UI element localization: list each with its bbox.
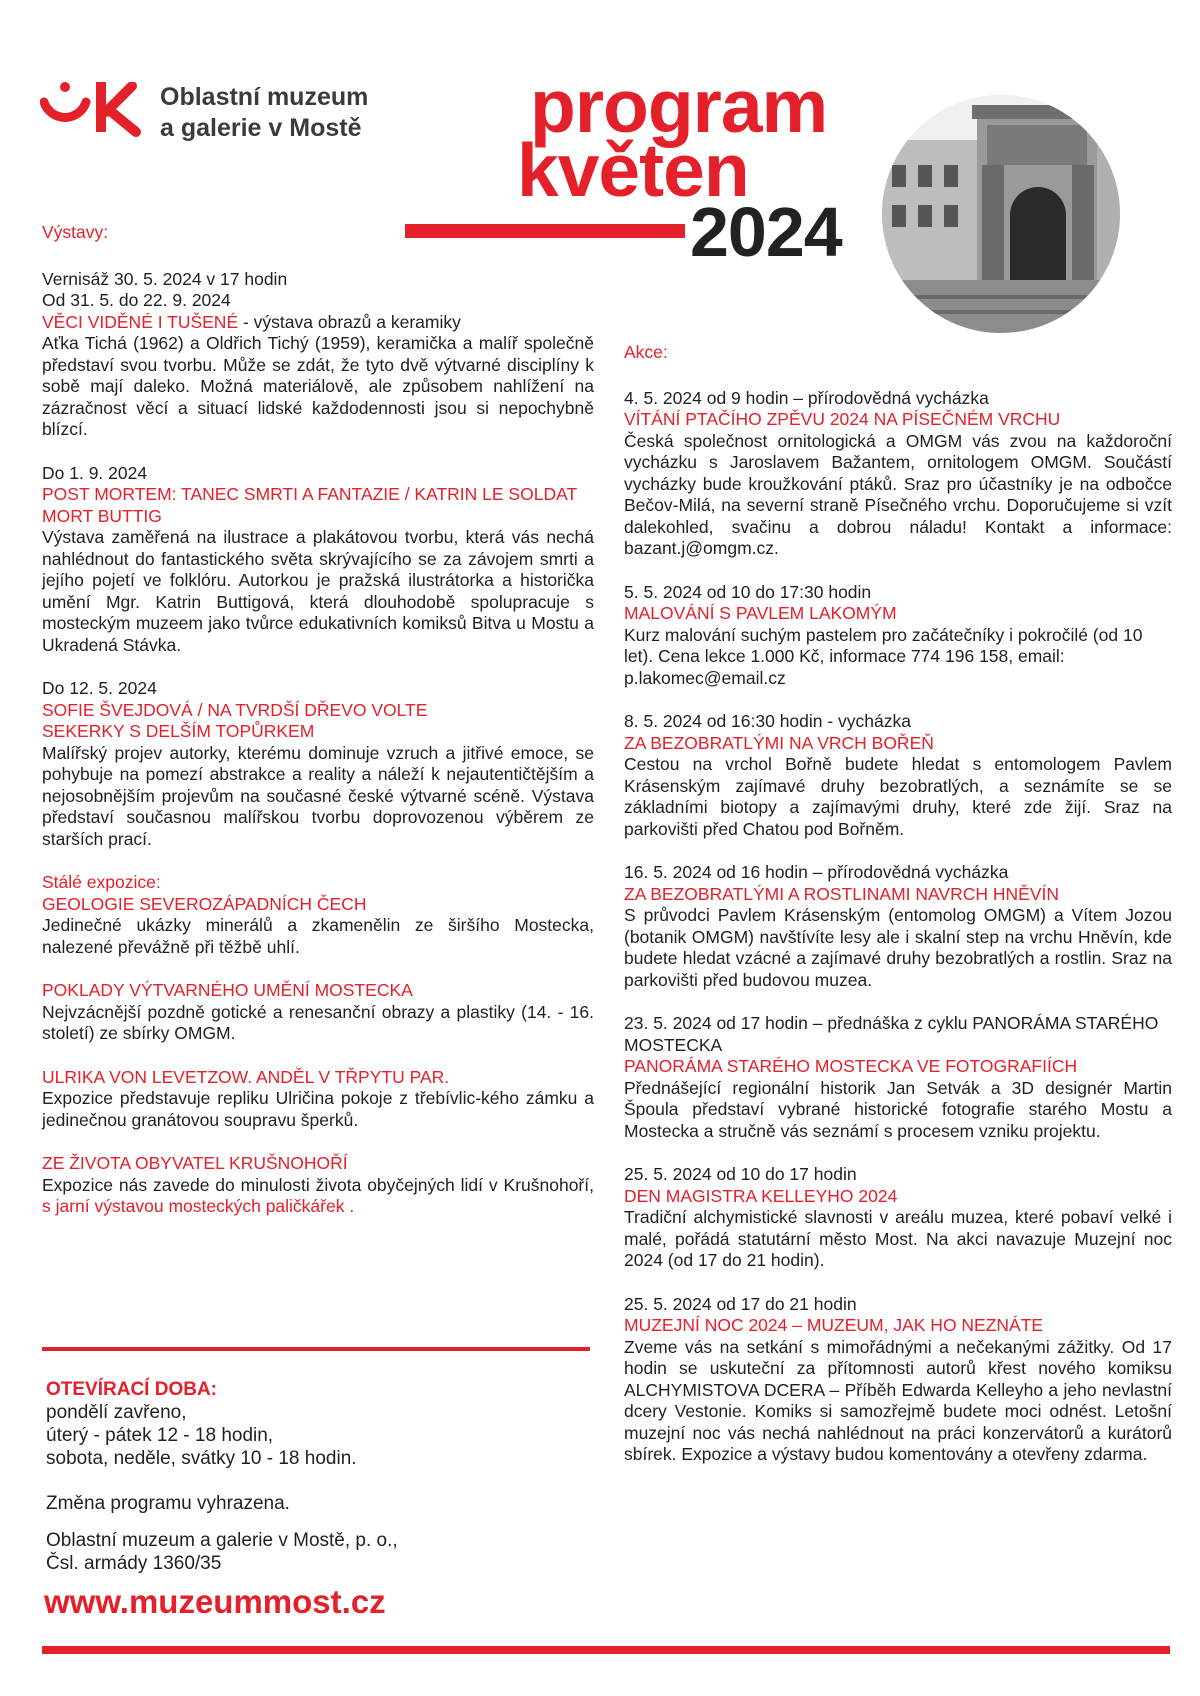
permanent-title: ZE ŽIVOTA OBYVATEL KRUŠNOHOŘÍ — [42, 1153, 348, 1173]
event-title: ZA BEZOBRATLÝMI NA VRCH BOŘEŇ — [624, 732, 934, 753]
event-text: Česká společnost ornitologická a OMGM vás zvou na každoroční vycházku s Jaroslavem Bažantem, ornitologem OMGM. Součástí vycházky bude kroužkování ptáků. Sraz pro účastníky je na odbočce Bečov-Milá, na severní straně Písečného vrchu. Doporučujeme si vzít dalekohled, svačinu a dobrou náladu! Kontakt a informace: bazant.j@omgm.cz. — [624, 430, 1172, 558]
org-name-line2: a galerie v Mostě — [160, 114, 362, 142]
opening-hours-line: pondělí zavřeno, — [46, 1402, 187, 1423]
event-text: Cestou na vrchol Bořně budete hledat s entomologem Pavlem Krásenským zajímavé druhy bezobratlých, a seznámíte se se základními biotopy a zajímavými druhy, které zde žijí. Sraz na parkovišti před Chatou pod Bořněm. — [624, 754, 1172, 839]
bottom-bar — [42, 1646, 1170, 1654]
event-date: 25. 5. 2024 od 10 do 17 hodin — [624, 1164, 857, 1184]
exhibition-text: Aťka Tichá (1962) a Oldřich Tichý (1959), keramička a malíř společně představí svou tvorbu. Může se zdát, že tyto dvě výtvarné disciplíny k sobě mají daleko. Možná materiálově, ale způsobem nahlížení na zázračnost věcí a situací lidské každodennosti jsou si nepochybně blízcí. — [42, 333, 594, 439]
permanent-text: Expozice představuje repliku Ulričina pokoje z třebívlic-kého zámku a jedinečnou granátovou soupravu šperků. — [42, 1088, 594, 1130]
event-6 — [624, 1164, 1172, 1272]
right-column — [624, 342, 1172, 1466]
event-date: 23. 5. 2024 od 17 hodin – přednáška z cyklu PANORÁMA STARÉHO MOSTECKA — [624, 1013, 1159, 1055]
event-4 — [624, 862, 1172, 991]
left-column — [42, 222, 594, 1218]
event-date: 8. 5. 2024 od 16:30 hodin - vycházka — [624, 711, 912, 731]
event-date: 4. 5. 2024 od 9 hodin – přírodovědná vycházka — [624, 387, 989, 408]
exhibition-date: Vernisáž 30. 5. 2024 v 17 hodin — [42, 268, 288, 289]
museum-building-photo — [882, 95, 1120, 333]
exhibitions-label: Výstavy: — [42, 222, 109, 242]
program-change-note: Změna programu vyhrazena. — [46, 1493, 290, 1514]
event-7 — [624, 1294, 1172, 1466]
exhibition-date: Do 1. 9. 2024 — [42, 462, 148, 483]
permanent-2 — [42, 980, 594, 1045]
opening-hours-label: OTEVÍRACÍ DOBA: — [46, 1379, 217, 1400]
museum-logo-icon — [40, 82, 150, 140]
exhibition-2 — [42, 463, 594, 657]
event-date: 25. 5. 2024 od 17 do 21 hodin — [624, 1293, 857, 1314]
event-title: VÍTÁNÍ PTAČÍHO ZPĚVU 2024 NA PÍSEČNÉM VRCHU — [624, 409, 1061, 429]
event-text: Tradiční alchymistické slavnosti v areálu muzea, které pobaví velké i malé, pořádá statutární město Most. Na akci navazuje Muzejní noc 2024 (od 17 do 21 hodin). — [624, 1207, 1172, 1270]
exhibition-text: Výstava zaměřená na ilustrace a plakátovou tvorbu, která vás nechá nahlédnout do fantastického světa skrývajícího se za závojem smrti a jejího pojetí ve folklóru. Autorkou je pražská ilustrátorka a historička umění Mgr. Katrin Buttigová, která dlouhodobě spolupracuje s mosteckým muzeem jako tvůrce edukativních komiksů Bitva u Mostu a Ukradená Stávka. — [42, 527, 594, 655]
left-divider — [42, 1347, 590, 1351]
permanent-label: Stálé expozice: — [42, 872, 161, 892]
exhibition-1 — [42, 269, 594, 441]
event-3 — [624, 711, 1172, 840]
event-5 — [624, 1013, 1172, 1142]
exhibition-title: VĚCI VIDĚNÉ I TUŠENÉ — [42, 311, 239, 332]
website-link[interactable]: www.muzeummost.cz — [44, 1583, 386, 1620]
organization-name — [160, 82, 368, 144]
events-label: Akce: — [624, 342, 668, 362]
permanent-title: GEOLOGIE SEVEROZÁPADNÍCH ČECH — [42, 893, 367, 914]
event-title: MALOVÁNÍ S PAVLEM LAKOMÝM — [624, 603, 897, 623]
event-text: Kurz malování suchým pastelem pro začátečníky i pokročilé (od 10 let). Cena lekce 1.000 Kč, informace 774 196 158, email: p.lakomec@email.cz — [624, 624, 1143, 688]
permanent-text: Expozice nás zavede do minulosti života obyčejných lidí v Krušnohoří, — [42, 1174, 594, 1195]
title-month: květen — [517, 128, 749, 212]
event-1 — [624, 388, 1172, 560]
opening-hours-line: sobota, neděle, svátky 10 - 18 hodin. — [46, 1448, 357, 1469]
exhibition-text: Malířský projev autorky, kterému dominuje vzruch a jitřivé emoce, se pohybuje na pomezí abstrakce a reality a náleží k nejautentičtějším a nejosobnějším projevům na současné české výtvarné scéně. Výstava představí současnou malířskou tvorbu doprovozenou výběrem ze starších prací. — [42, 742, 594, 849]
permanent-title: POKLADY VÝTVARNÉHO UMĚNÍ MOSTECKA — [42, 980, 413, 1000]
exhibition-title: POST MORTEM: TANEC SMRTI A FANTAZIE / KATRIN LE SOLDAT MORT BUTTIG — [42, 484, 577, 526]
opening-hours — [46, 1378, 566, 1575]
event-2 — [624, 582, 1172, 690]
permanent-text: Jedinečné ukázky minerálů a zkamenělin ze širšího Mostecka, nalezené převážně při těžbě uhlí. — [42, 915, 594, 957]
exhibition-3 — [42, 678, 594, 850]
permanent-text: Nejvzácnější pozdně gotické a renesanční obrazy a plastiky (14. - 16. století) ze sbírky OMGM. — [42, 1001, 594, 1043]
permanent-title: ULRIKA VON LEVETZOW. ANDĚL V TŘPYTU PAR. — [42, 1066, 450, 1087]
exhibition-date: Od 31. 5. do 22. 9. 2024 — [42, 290, 231, 310]
event-title: DEN MAGISTRA KELLEYHO 2024 — [624, 1185, 898, 1206]
event-title: ZA BEZOBRATLÝMI A ROSTLINAMI NAVRCH HNĚVÍN — [624, 883, 1059, 904]
permanent-4 — [42, 1153, 594, 1218]
exhibition-subtitle: - výstava obrazů a keramiky — [238, 311, 461, 332]
title-program: program — [530, 64, 828, 148]
exhibition-title: SOFIE ŠVEJDOVÁ / NA TVRDŠÍ DŘEVO VOLTE SEKERKY S DELŠÍM TOPŮRKEM — [42, 699, 428, 741]
title-year: 2024 — [690, 193, 842, 271]
opening-hours-line: úterý - pátek 12 - 18 hodin, — [46, 1425, 274, 1446]
event-title: MUZEJNÍ NOC 2024 – MUZEUM, JAK HO NEZNÁTE — [624, 1315, 1044, 1335]
event-text: Přednášející regionální historik Jan Setvák a 3D designér Martin Špoula představí vybrané historické fotografie starého Mostu a Mostecka a stručně vás seznámí s procesem vzniku projektu. — [624, 1077, 1172, 1141]
permanent-extra: s jarní výstavou mosteckých paličkářek . — [42, 1196, 355, 1216]
org-name-line1: Oblastní muzeum — [160, 83, 369, 111]
permanent-1 — [42, 894, 594, 959]
event-text: S průvodci Pavlem Krásenským (entomolog OMGM) a Vítem Jozou (botanik OMGM) navštívíte lesy ale i skalní step na vrchu Hněvín, kde budete hledat vzácné a zajímavé druhy bezobratlých a rostlin. Sraz na parkovišti před budovou muzea. — [624, 905, 1172, 990]
address-line: Čsl. armády 1360/35 — [46, 1553, 222, 1574]
permanent-3 — [42, 1067, 594, 1132]
event-date: 16. 5. 2024 od 16 hodin – přírodovědná vycházka — [624, 862, 1009, 882]
exhibition-date: Do 12. 5. 2024 — [42, 678, 157, 698]
event-text: Zveme vás na setkání s mimořádnými a nečekanými zážitky. Od 17 hodin se uskuteční za přítomnosti autorů křest nového komiksu ALCHYMISTOVA DCERA – Příběh Edwarda Kelleyho a jeho nevlastní dcery Vestonie. Komiks si samozřejmě budete moci odnést. Letošní muzejní noc vás nechá nahlédnout na práci konzervátorů a kurátorů sbírek. Expozice a výstavy budou komentovány a otevřeny zdarma. — [624, 1336, 1172, 1464]
address-line: Oblastní muzeum a galerie v Mostě, p. o., — [46, 1530, 398, 1551]
event-date: 5. 5. 2024 od 10 do 17:30 hodin — [624, 581, 872, 602]
event-title: PANORÁMA STARÉHO MOSTECKA VE FOTOGRAFIÍCH — [624, 1056, 1078, 1076]
